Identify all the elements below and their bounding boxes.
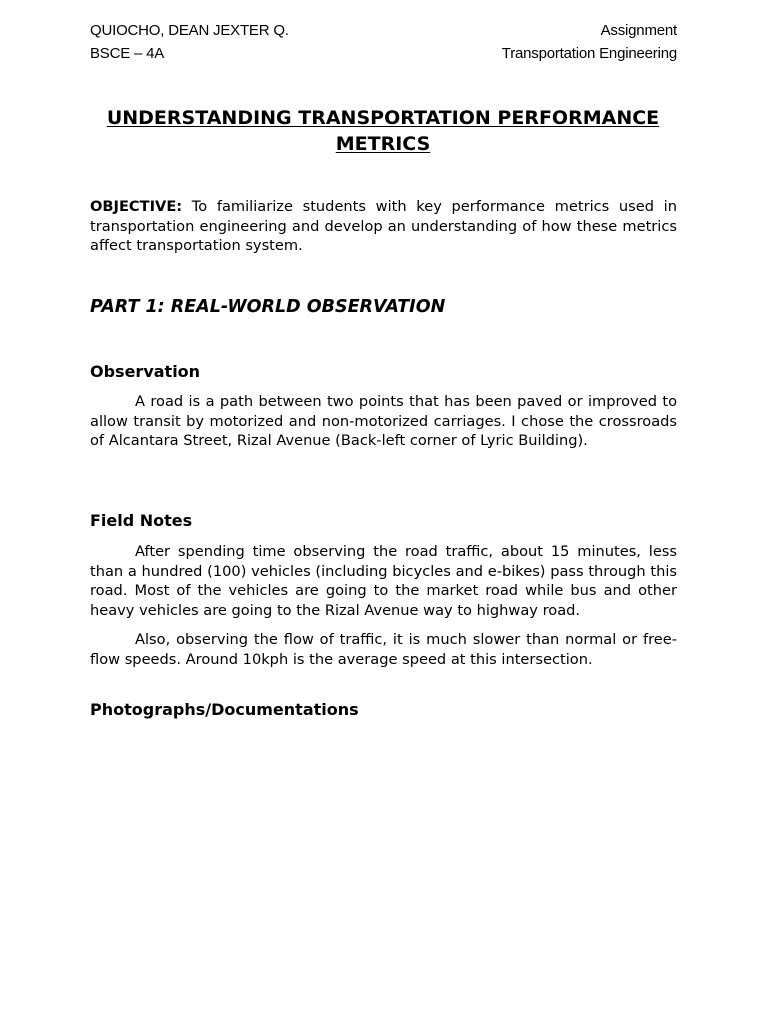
field-notes-text-1: After spending time observing the road traffic, about 15 minutes, less than a hundred (100) vehicles (including bicycles and e-bikes) pass through this road. Most of the vehicles are going to the market road while bus and other heavy vehicles are going to the Rizal Avenue way to highway road. xyxy=(90,543,677,619)
student-name: QUIOCHO, DEAN JEXTER Q. xyxy=(90,22,289,39)
observation-paragraph xyxy=(90,392,677,451)
photographs-heading: Photographs/Documentations xyxy=(90,700,359,719)
student-section: BSCE – 4A xyxy=(90,45,165,62)
course-name: Transportation Engineering xyxy=(501,45,677,62)
objective-paragraph xyxy=(90,197,677,256)
field-notes-paragraph-1 xyxy=(90,542,677,620)
header-student-info xyxy=(90,19,289,65)
header-course-info xyxy=(502,19,677,65)
assignment-label: Assignment xyxy=(600,22,677,39)
part-1-heading: PART 1: REAL-WORLD OBSERVATION xyxy=(90,297,446,317)
document-title: UNDERSTANDING TRANSPORTATION PERFORMANCE METRICS xyxy=(106,107,660,155)
field-notes-text-2: Also, observing the flow of traffic, it is much slower than normal or free-flow speeds. Around 10kph is the average speed at this intersection. xyxy=(90,631,677,668)
objective-label: OBJECTIVE: xyxy=(90,198,183,215)
observation-heading: Observation xyxy=(90,362,201,381)
objective-text: To familiarize students with key performance metrics used in transportation engineering and develop an understanding of how these metrics affect transportation system. xyxy=(90,198,677,255)
field-notes-paragraph-2 xyxy=(90,630,677,669)
observation-text: A road is a path between two points that has been paved or improved to allow transit by motorized and non-motorized carriages. I chose the crossroads of Alcantara Street, Rizal Avenue (Back-left corner of Lyric Building). xyxy=(90,393,677,450)
field-notes-heading: Field Notes xyxy=(90,511,193,530)
